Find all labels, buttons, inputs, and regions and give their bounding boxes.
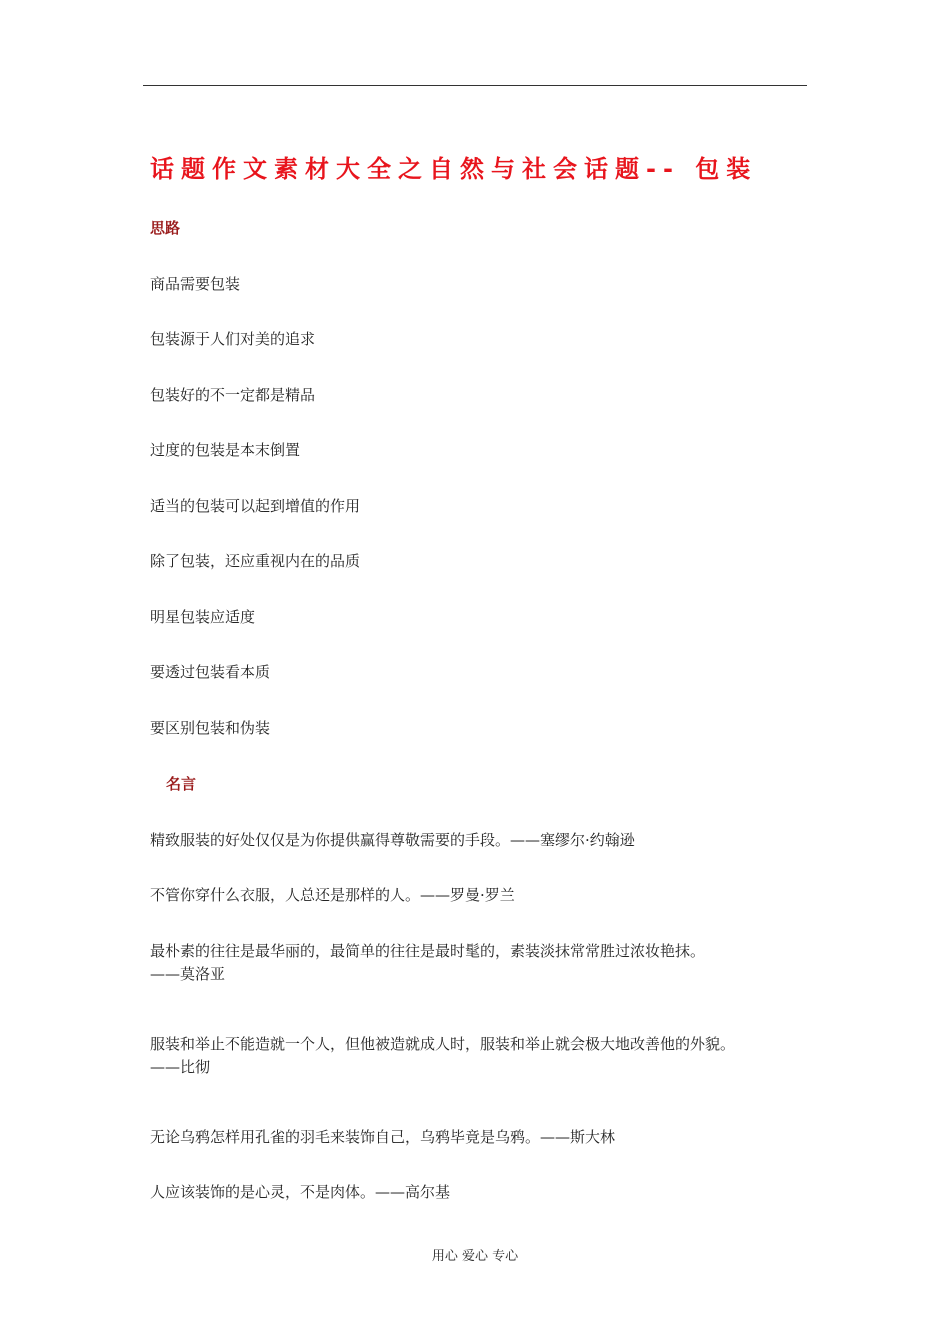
document-title: 话题作文素材大全之自然与社会话题-- 包装 (150, 155, 758, 183)
idea-item: 要透过包装看本质 (150, 663, 271, 681)
idea-item: 要区别包装和伪装 (150, 719, 271, 737)
page-footer: 用心 爱心 专心 (431, 1249, 519, 1264)
idea-item: 明星包装应适度 (150, 608, 256, 626)
idea-item: 包装好的不一定都是精品 (150, 386, 316, 404)
idea-item: 适当的包装可以起到增值的作用 (150, 497, 361, 515)
quote-author: ——比彻 (150, 1058, 211, 1076)
quote-item: 不管你穿什么衣服，人总还是那样的人。——罗曼·罗兰 (150, 886, 515, 904)
idea-item: 过度的包装是本末倒置 (150, 441, 301, 459)
quote-text: 最朴素的往往是最华丽的，最简单的往往是最时髦的，素装淡抹常常胜过浓妆艳抹。 (150, 942, 706, 960)
quote-item (150, 1026, 810, 1085)
quote-item: 无论乌鸦怎样用孔雀的羽毛来装饰自己，乌鸦毕竟是乌鸦。——斯大林 (150, 1128, 616, 1146)
header-rule (143, 85, 807, 86)
section-heading-ideas: 思路 (150, 219, 181, 237)
quote-item: 精致服装的好处仅仅是为你提供赢得尊敬需要的手段。——塞缪尔·约翰逊 (150, 831, 635, 849)
idea-item: 商品需要包装 (150, 275, 241, 293)
idea-item: 包装源于人们对美的追求 (150, 330, 316, 348)
quote-item: 人应该装饰的是心灵，不是肉体。——高尔基 (150, 1183, 451, 1201)
idea-item: 除了包装，还应重视内在的品质 (150, 552, 361, 570)
quote-author: ——莫洛亚 (150, 965, 226, 983)
quote-item (150, 933, 810, 992)
section-heading-quotes: 名言 (166, 775, 197, 793)
quote-text: 服装和举止不能造就一个人，但他被造就成人时，服装和举止就会极大地改善他的外貌。 (150, 1035, 736, 1053)
